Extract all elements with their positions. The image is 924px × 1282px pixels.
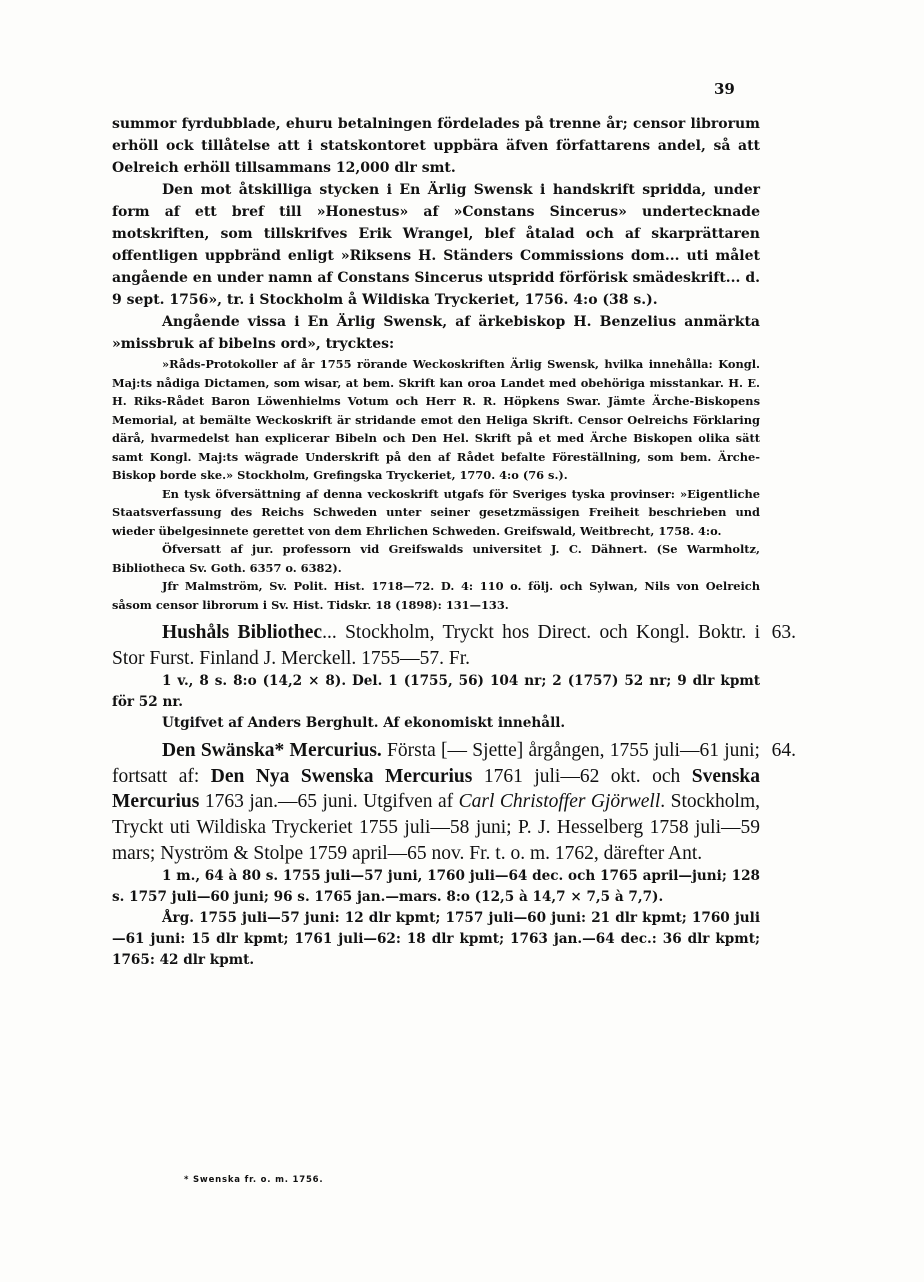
page-number: 39 (714, 80, 735, 98)
entry-prices: Årg. 1755 juli—57 juni: 12 dlr kpmt; 1757 juli—60 juni: 21 dlr kpmt; 1760 juli—61 juni: 15 dlr kpmt; 1761 juli—62: 18 dlr kpmt; 1763 jan.—64 dec.: 36 dlr kpmt; 1765: 42 dlr kpmt. (112, 910, 760, 969)
paragraph-3: Angående vissa i En Ärlig Swensk, af ärkebiskop H. Benzelius anmärkta »missbruk af bibelns ord», trycktes: (112, 314, 760, 352)
entry-heading (112, 738, 760, 866)
entry-text-4: . Stockholm, Tryckt uti Wildiska Tryckeriet 1755 juli—58 juni; P. J. Hesselberg 1758 juli—59 mars; Nyström & Stolpe 1759 april—65 nov. Fr. t. o. m. 1762, därefter Ant. (112, 791, 760, 864)
paragraph-5: En tysk öfversättning af denna veckoskrift utgafs för Sveriges tyska provinser: »Eigentliche Staatsverfassung des Reichs Schweden unter seiner gesetzmässigen Freiheit beschrieben und wieder übelgesinnete gerettet von dem Ehrlichen Schweden. Greifswald, Weitbrecht, 1758. 4:o. (112, 486, 760, 538)
paragraph-2: Den mot åtskilliga stycken i En Ärlig Swensk i handskrift spridda, under form af ett bref till »Honestus» af »Constans Sincerus» undertecknade motskriften, som tillskrifves Erik Wrangel, blef åtalad och af skarprättaren offentligen uppbränd enligt »Riksens H. Ständers Commissions dom... uti målet angående en under namn af Constans Sincerus utspridd förförisk smädeskrift... d. 9 sept. 1756», tr. i Stockholm å Wildiska Tryckeriet, 1756. 4:o (38 s.). (112, 182, 760, 308)
entry-text-3: 1763 jan.—65 juni. Utgifven af (199, 791, 459, 813)
paragraph-4-quote: »Råds-Protokoller af år 1755 rörande Weckoskriften Ärlig Swensk, hvilka innehålla: Kongl. Maj:ts nådiga Dictamen, som wisar, at bem. Skrift kan oroa Landet med obehöriga misstankar. H. E. H. Riks-Rådet Baron Löwenhielms Votum och Herr R. R. Höpkens Swar. Jämte Ärche-Biskopens Memorial, at bemälte Weckoskrift är stridande emot den Heliga Skrift. Censor Oelreichs Förklaring därå, hvarmedelst han explicerar Bibeln och Den Hel. Skrift på et med Ärche Biskopen olika sätt samt Kongl. Maj:ts wägrade Underskrift på den af Rådet befalte Föreställning, som bem. Ärche-Biskop borde ske.» Stockholm, Grefingska Tryckeriet, 1770. 4:o (76 s.). (112, 357, 760, 482)
entry-text-1: Första [— Sjette] årgången, 1755 juli—61 juni; fortsatt af: (112, 740, 760, 787)
entry-description: 1 m., 64 à 80 s. 1755 juli—57 juni, 1760 juli—64 dec. och 1765 april—juni; 128 s. 1757 juli—60 juni; 96 s. 1765 jan.—mars. 8:o (12,5 à 14,7 × 7,5 à 7,7). (112, 868, 760, 906)
entry-title: Hushåls Bibliothec (162, 622, 323, 643)
paragraph-1: summor fyrdubblade, ehuru betalningen fördelades på trenne år; censor librorum erhöll ock tillåtelse att i statskontoret uppbära äfven författarens andel, så att Oelreich erhöll tillsammans 12,000 dlr smt. (112, 116, 760, 176)
paragraph-7: Jfr Malmström, Sv. Polit. Hist. 1718—72. D. 4: 110 o. följ. och Sylwan, Nils von Oelreich såsom censor librorum i Sv. Hist. Tidskr. 18 (1898): 131—133. (112, 579, 760, 612)
entry-editor-name: Carl Christoffer Gjörwell (458, 791, 661, 813)
entry-heading (112, 620, 760, 671)
entry-description: 1 v., 8 s. 8:o (14,2 × 8). Del. 1 (1755, 56) 104 nr; 2 (1757) 52 nr; 9 dlr kpmt för 52 nr. (112, 673, 760, 711)
paragraph-6: Öfversatt af jur. professorn vid Greifswalds universitet J. C. Dähnert. (Se Warmholtz, Bibliotheca Sv. Goth. 6357 o. 6382). (112, 542, 760, 575)
entry-text-2: 1761 juli—62 okt. och (472, 765, 692, 787)
entry-63 (112, 620, 796, 734)
entry-title-3: Svenska Mercurius (112, 765, 760, 813)
page-text (112, 113, 796, 971)
entry-title-2: Den Nya Swenska Mercurius (210, 765, 473, 787)
entry-editor: Utgifvet af Anders Berghult. Af ekonomiskt innehåll. (162, 715, 566, 732)
entry-64 (112, 738, 796, 971)
entry-imprint: ... Stockholm, Tryckt hos Direct. och Kongl. Boktr. i Stor Furst. Finland J. Merckell. 1755—57. Fr. (112, 622, 760, 669)
entry-number: 64. (771, 740, 796, 762)
entry-title: Den Swänska* Mercurius. (162, 740, 382, 762)
footnote: * Swenska fr. o. m. 1756. (184, 1175, 324, 1185)
entry-number: 63. (771, 622, 796, 643)
